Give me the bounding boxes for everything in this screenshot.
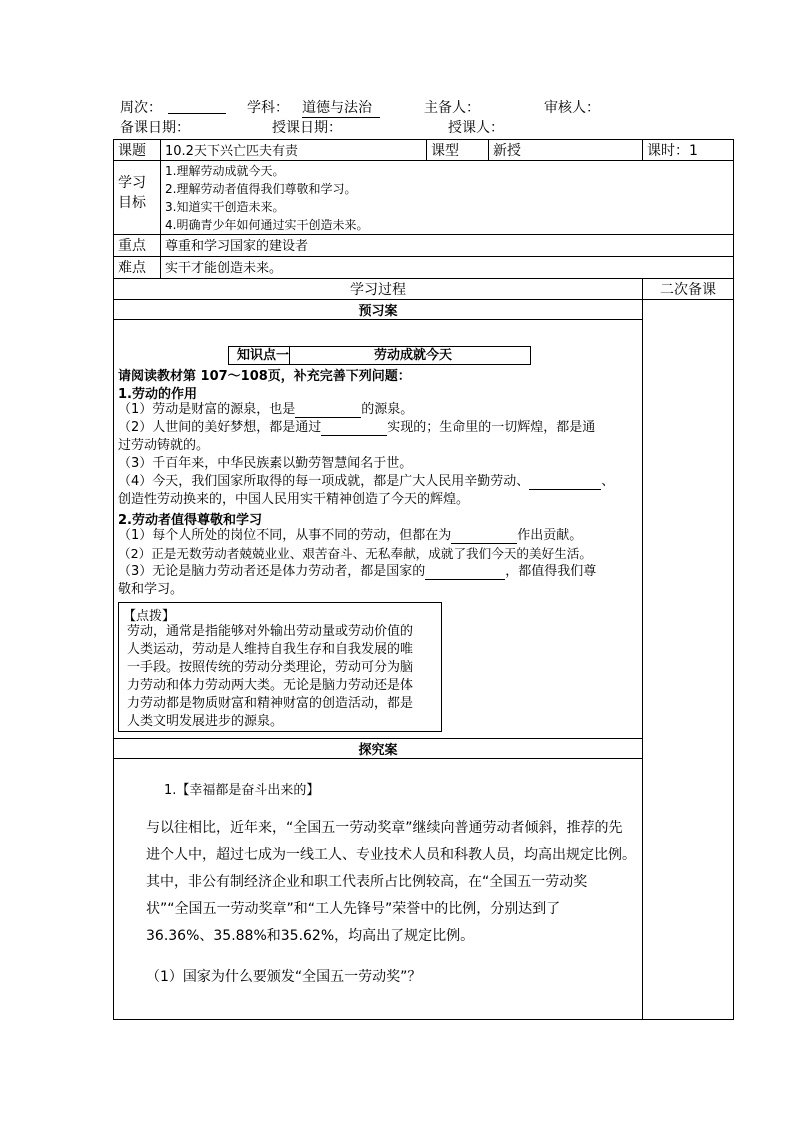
goals-row	[114, 161, 734, 235]
fill-blank	[321, 422, 387, 436]
fill-blank	[529, 476, 601, 490]
difficulty-label: 难点	[114, 257, 161, 279]
item-2-2: （2）正是无数劳动者兢兢业业、艰苦奋斗、无私奉献，成就了我们今天的美好生活。	[118, 546, 592, 561]
fill-blank	[295, 404, 361, 418]
tip-title: 【点拨】	[123, 609, 176, 624]
item-1-3: （3）千百年来，中华民族素以勤劳智慧闻名于世。	[118, 456, 413, 471]
difficulty-value: 实干才能创造未来。	[161, 257, 734, 279]
explore-paragraph: 与以往相比，近年来，“全国五一劳动奖章”继续向普通劳动者倾斜，推荐的先 进个人中，超过七成为一线工人、专业技术人员和科教人员，均高出规定比例。 其中，非公有制经济企业和职工代表所占比例较高，在“全国五一劳动奖 状”“全国五一劳动奖章”和“工人先锋号”荣誉中的比例，分别达到了 36.36%、35.88%和35.62%，均高出了规定比例。	[146, 820, 636, 944]
goals-label: 学习 目标	[114, 161, 161, 235]
reading-instruction: 请阅读教材第 107～108页，补充完善下列问题：	[118, 369, 411, 384]
worksheet-page: 周次： 学科： 道德与法治 主备人： 审核人： 备课日期： 授课日期： 授课人： 课题 10.2天下兴亡匹夫有责 课型 新授 课时：1 学习 目标 1.理解劳动成就今天。 2.理解劳动者值得我们尊敬和学习。 3.知道实干创造未来。 4.明确青少年如何通过实干创造未来。 重点 尊重和学习国家的建设者 难点 实干才能创造未来。 学习过程 二次备课 预习案 知识点一 劳动成就今天 请阅读教材第 107～108页，补充完善下列问题： 1.劳动的作用 （1）劳动是财富的源泉，也是 的源泉。 （2）人世间的美好梦想，都是通过 实现的；生命里的一切辉煌，都是通 过劳动铸就的。 （3）千百年来，中华民族素以勤劳智慧闻名于世。 （4）今天，我们国家所取得的每一项成就，都是广大人民用辛勤劳动、 、 创造性劳动换来的，中国人民用实干精神创造了今天的辉煌。 2.劳动者值得尊敬和学习 （1）每个人所处的岗位不同，从事不同的劳动，但都在为 作出贡献。 （2）正是无数劳动者兢兢业业、艰苦奋斗、无私奉献，成就了我们今天的美好生活。 （3）无论是脑力劳动者还是体力劳动者，都是国家的 ，都值得我们尊 敬和学习。 【点拨】 劳动，通常是指能够对外输出劳动量或劳动价值的 人类运动，劳动是人维持自我生存和自我发展的唯 一手段。按照传统的劳动分类理论，劳动可分为脑 力劳动和体力劳动两大类。无论是脑力劳动还是体 力劳动都是物质财富和精神财富的创造活动，都是 人类文明发展进步的源泉。 探究案 1.【幸福都是奋斗出来的】 与以往相比，近年来，“全国五一劳动奖章”继续向普通劳动者倾斜，推荐的先 进个人中，超过七成为一线工人、专业技术人员和科教人员，均高出规定比例。 其中，非公有制经济企业和职工代表所占比例较高，在“全国五一劳动奖 状”“全国五一劳动奖章”和“工人先锋号”荣誉中的比例，分别达到了 36.36%、35.88%和35.62%，均高出了规定比例。 （1）国家为什么要颁发“全国五一劳动奖”？	[0, 0, 794, 1123]
focus-label: 重点	[114, 235, 161, 257]
item-2-3: （3）无论是脑力劳动者还是体力劳动者，都是国家的 ，都值得我们尊	[118, 564, 597, 579]
reviewer-label: 审核人：	[544, 100, 600, 116]
explore-content-row	[114, 759, 734, 1020]
topic-label: 课题	[114, 140, 161, 161]
preparer-label: 主备人：	[424, 100, 480, 116]
subject-label: 学科：	[247, 100, 289, 116]
goal-item: 1.理解劳动成就今天。	[165, 164, 285, 178]
explore-question: （1）国家为什么要颁发“全国五一劳动奖”？	[146, 969, 422, 985]
explore-content	[114, 759, 642, 1019]
process-row	[114, 279, 734, 300]
explore-label: 探究案	[114, 739, 643, 759]
preview-content-row	[114, 320, 734, 739]
item-1-2: （2）人世间的美好梦想，都是通过 实现的；生命里的一切辉煌，都是通	[118, 420, 596, 435]
explore-header-row	[114, 739, 734, 759]
focus-row	[114, 235, 734, 257]
section-1-title: 1.劳动的作用	[118, 387, 197, 402]
preview-label: 预习案	[114, 300, 643, 320]
goal-item: 2.理解劳动者值得我们尊敬和学习。	[165, 182, 357, 196]
type-value: 新授	[489, 140, 643, 161]
knowledge-point-box	[228, 346, 531, 365]
item-2-3-cont: 敬和学习。	[118, 582, 184, 597]
preview-content	[114, 320, 642, 738]
item-1-2-cont: 过劳动铸就的。	[118, 438, 210, 453]
tip-body: 劳动，通常是指能够对外输出劳动量或劳动价值的 人类运动，劳动是人维持自我生存和自我发展的唯 一手段。按照传统的劳动分类理论，劳动可分为脑 力劳动和体力劳动两大类。无论是脑力劳动还是体 力劳动都是物质财富和精神财富的创造活动，都是 人类文明发展进步的源泉。	[127, 624, 414, 729]
knowledge-point-number: 知识点一	[237, 348, 290, 363]
item-1-4-cont: 创造性劳动换来的，中国人民用实干精神创造了今天的辉煌。	[118, 492, 470, 507]
fill-blank	[425, 566, 505, 580]
goals-list	[161, 161, 734, 235]
type-label: 课型	[427, 140, 489, 161]
tip-box	[118, 602, 442, 732]
difficulty-row	[114, 257, 734, 279]
goal-item: 4.明确青少年如何通过实干创造未来。	[165, 218, 369, 232]
week-label: 周次：	[120, 100, 162, 116]
second-prep-cell	[643, 300, 734, 1020]
prep-date-label: 备课日期：	[120, 120, 190, 136]
focus-value: 尊重和学习国家的建设者	[161, 235, 734, 257]
explore-item-title: 1.【幸福都是奋斗出来的】	[164, 783, 320, 798]
teacher-label: 授课人：	[448, 120, 504, 136]
class-date-label: 授课日期：	[272, 120, 342, 136]
process-label: 学习过程	[114, 279, 643, 300]
item-1-4: （4）今天，我们国家所取得的每一项成就，都是广大人民用辛勤劳动、 、	[118, 474, 615, 489]
section-2-title: 2.劳动者值得尊敬和学习	[118, 513, 262, 528]
goal-item: 3.知道实干创造未来。	[165, 200, 285, 214]
preview-header-row	[114, 300, 734, 320]
knowledge-point-title: 劳动成就今天	[374, 348, 453, 363]
topic-row	[114, 140, 734, 161]
lesson-table	[113, 139, 734, 1020]
item-1-1: （1）劳动是财富的源泉，也是 的源泉。	[118, 402, 414, 417]
second-prep-label: 二次备课	[643, 279, 734, 300]
item-2-1: （1）每个人所处的岗位不同，从事不同的劳动，但都在为 作出贡献。	[118, 528, 583, 543]
fill-blank	[451, 530, 517, 544]
topic-value: 10.2天下兴亡匹夫有责	[161, 140, 427, 161]
hours-value: 课时：1	[643, 140, 734, 161]
